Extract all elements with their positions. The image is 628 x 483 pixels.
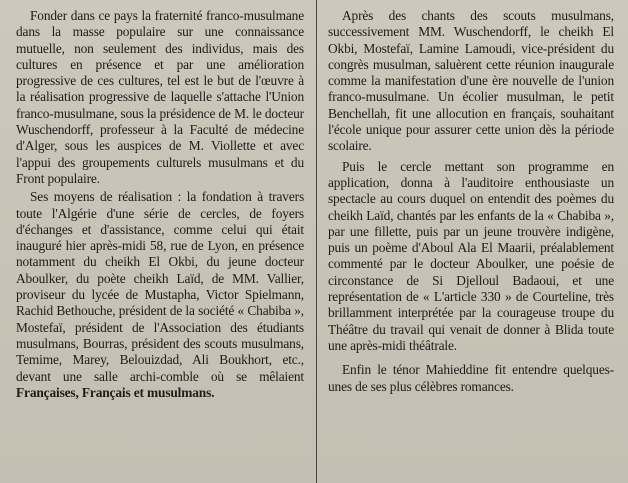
- right-column: [328, 8, 614, 395]
- paragraph-ceremony: Après des chants des scouts musulmans, successivement MM. Wuschendorff, le cheikh El Okbi, Mostefaï, Lamine Lamoudi, vice-président du congrès musulman, saluèrent cette réunion inaugurale comme la manifestation d'une ère nouvelle de l'union franco-musulmane. Un écolier musulman, le petit Benchellah, fit une allocution en français, souhaitant l'école unique pour assurer cette union dès la période scolaire.: [328, 8, 614, 154]
- paragraph-means-text: Ses moyens de réalisation : la fondation à travers toute l'Algérie d'une série de cercles, de foyers d'échanges et d'assistance, comme celui qui était inauguré hier après-midi 58, rue de Lyon, en présence notamment du cheikh El Okbi, du jeune docteur Aboulker, du poète cheikh Laïd, de MM. Vallier, proviseur du lycée de Mustapha, Victor Spielmann, Rachid Bethouche, président de la société « Chabiba », Mostefaï, président de l'Association des étudiants musulmans, Bourras, président des scouts musulmans, Temime, Marey, Belouizdad, Ali Boukhort, etc., devant une salle archi-comble où se mêlaient: [16, 189, 304, 384]
- paragraph-means-ending: Françaises, Français et musulmans.: [16, 384, 215, 400]
- paragraph-means: [16, 189, 304, 401]
- paragraph-program: Puis le cercle mettant son programme en application, donna à l'auditoire enthousiaste un spectacle au cours duquel on entendit des poèmes du cheikh Laïd, chantés par les enfants de la « Chabiba », par une fillette, puis par un jeune trouvère indigène, puis un poème d'Aboul Ala El Maarii, préalablement commenté par le docteur Aboulker, une poésie de circonstance de Si Djelloul Badaoui, et une représentation de « L'article 330 » de Courteline, très brillamment interprétée par la courageuse troupe du Théâtre du travail qui venait de donner à Blida toute une après-midi théâtrale.: [328, 158, 614, 353]
- left-column: [16, 8, 304, 401]
- column-divider: [316, 0, 317, 483]
- paragraph-intro: Fonder dans ce pays la fraternité franco-musulmane dans la masse populaire sur une connaissance mutuelle, non seulement des individus, mais des cultures en présence et par une amélioration progressive de ces cultures, tel est le but de l'œuvre à la réalisation progressive de laquelle s'attache l'Union franco-musulmane, sous la présidence de M. le docteur Wuschendorff, professeur à la Faculté de médecine d'Alger, sous les auspices de M. Viollette et avec l'appui des groupements culturels musulmans et du Front populaire.: [16, 8, 304, 186]
- paragraph-closing: Enfin le ténor Mahieddine fit entendre quelques-unes de ses plus célèbres romances.: [328, 362, 614, 394]
